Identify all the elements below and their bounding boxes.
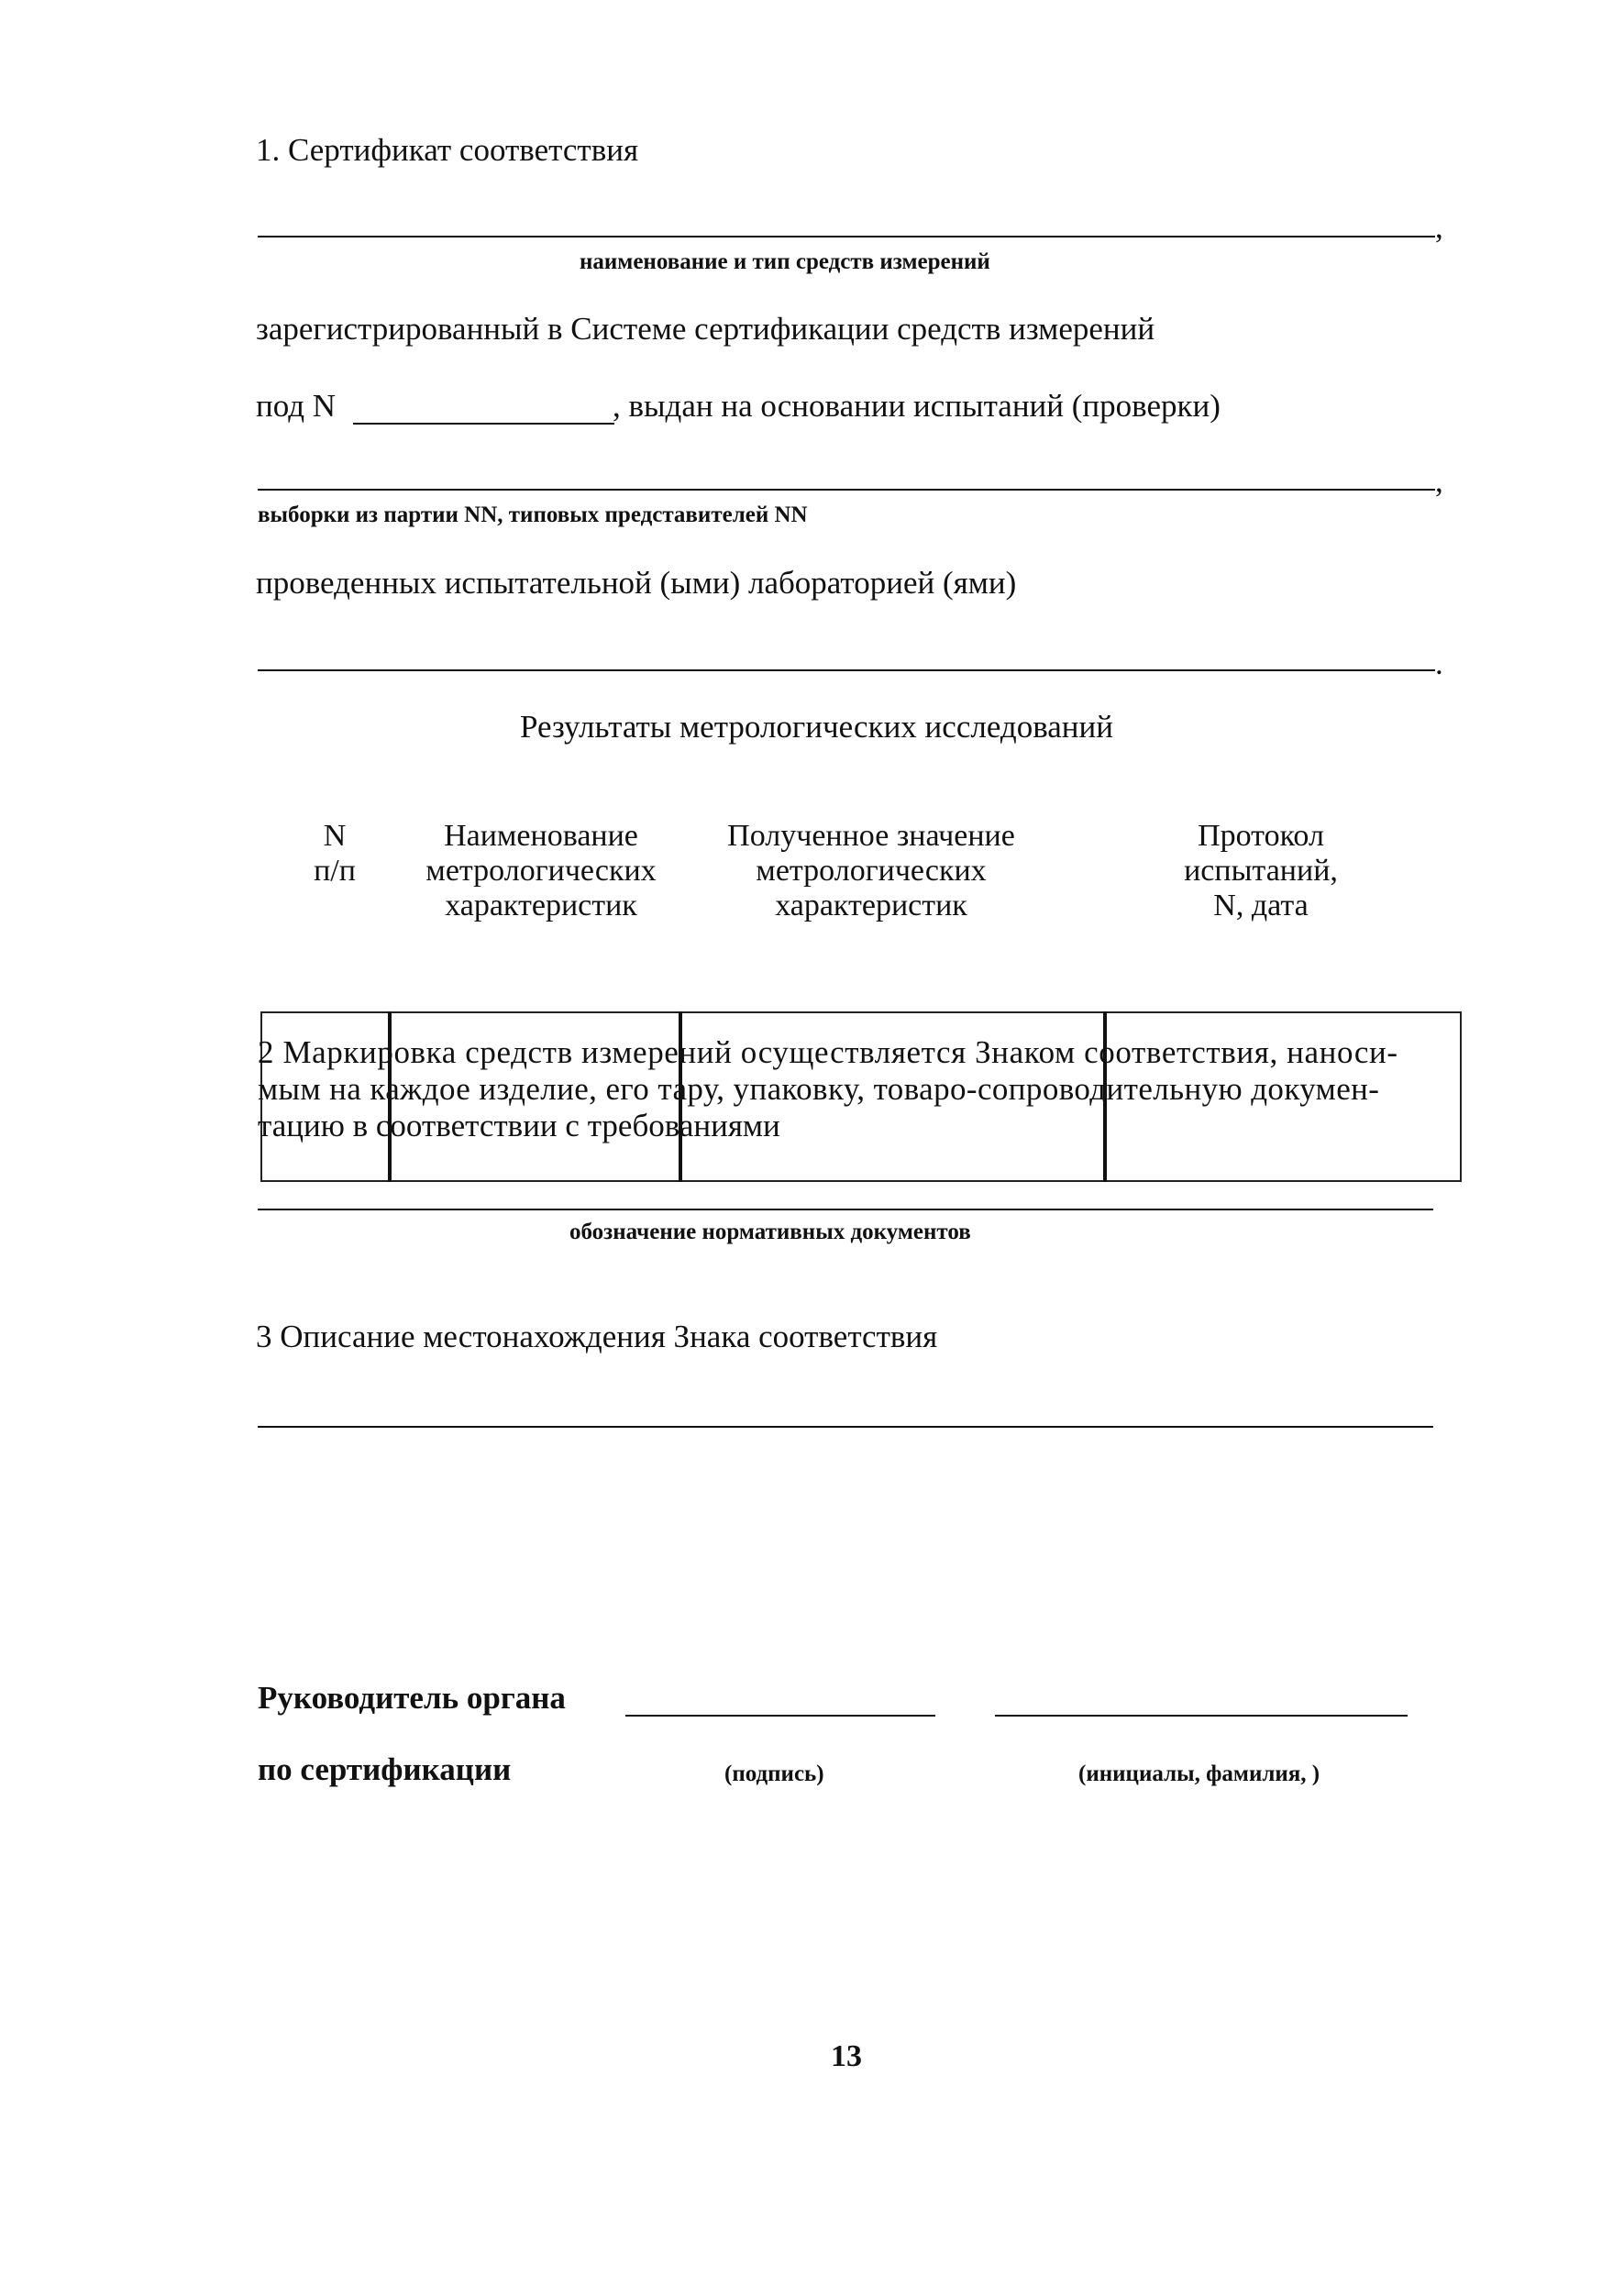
header-line: Полученное значение xyxy=(727,819,1015,853)
mark-location-fill-line xyxy=(258,1426,1433,1428)
header-line: п/п xyxy=(314,854,356,888)
name-fill-line xyxy=(995,1715,1408,1717)
header-line: Наименование xyxy=(444,819,638,853)
header-line: метрологических xyxy=(756,854,987,888)
trailing-comma: , xyxy=(1435,209,1443,245)
section1-title: 1. Сертификат соответствия xyxy=(256,132,639,168)
name-type-fill-line xyxy=(258,236,1435,237)
laboratory-fill-line xyxy=(258,669,1435,671)
registered-line: зарегистрированный в Системе сертификации средств измерений xyxy=(256,311,1155,347)
marking-line: 2 Маркировка средств измерений осуществляется Знаком соответствия, наноси- xyxy=(258,1034,1398,1070)
column-header-obtained-value xyxy=(697,819,1045,923)
header-line: N xyxy=(323,819,347,853)
header-line: N, дата xyxy=(1213,889,1309,922)
signature-fill-line xyxy=(625,1715,935,1717)
header-line: характеристик xyxy=(775,889,967,922)
registration-number-fill-line xyxy=(353,423,614,425)
name-type-caption: наименование и тип средств измерений xyxy=(580,249,990,274)
signature-label-line2: по сертификации xyxy=(258,1751,512,1787)
trailing-period: . xyxy=(1435,646,1443,681)
marking-line: мым на каждое изделие, его тару, упаковку, товаро-сопроводительную докумен- xyxy=(258,1071,1380,1107)
header-line: Протокол xyxy=(1198,819,1324,853)
header-line: характеристик xyxy=(445,889,637,922)
name-caption: (инициалы, фамилия, ) xyxy=(1078,1761,1320,1786)
marking-paragraph xyxy=(258,1034,1462,1144)
signature-label-line1: Руководитель органа xyxy=(258,1680,566,1716)
page-number: 13 xyxy=(831,2039,862,2073)
section3-title: 3 Описание местонахождения Знака соответствия xyxy=(256,1319,938,1354)
under-n-suffix: , выдан на основании испытаний (проверки) xyxy=(613,388,1221,424)
column-header-protocol xyxy=(1146,819,1375,923)
header-line: испытаний, xyxy=(1184,854,1338,888)
header-line: метрологических xyxy=(425,854,657,888)
normative-docs-fill-line xyxy=(258,1209,1433,1210)
sample-caption: выборки из партии NN, типовых представителей NN xyxy=(258,502,808,527)
column-header-number xyxy=(275,819,394,889)
conducted-line: проведенных испытательной (ыми) лабораторией (ями) xyxy=(256,565,1017,601)
column-header-characteristic-name xyxy=(396,819,686,923)
marking-line: тацию в соответствии с требованиями xyxy=(258,1108,780,1143)
normative-docs-caption: обозначение нормативных документов xyxy=(569,1220,971,1244)
signature-caption: (подпись) xyxy=(724,1761,824,1786)
results-heading: Результаты метрологических исследований xyxy=(520,709,1113,745)
sample-fill-line xyxy=(258,489,1435,491)
trailing-comma: , xyxy=(1435,463,1443,499)
under-n-prefix: под N xyxy=(256,388,337,424)
